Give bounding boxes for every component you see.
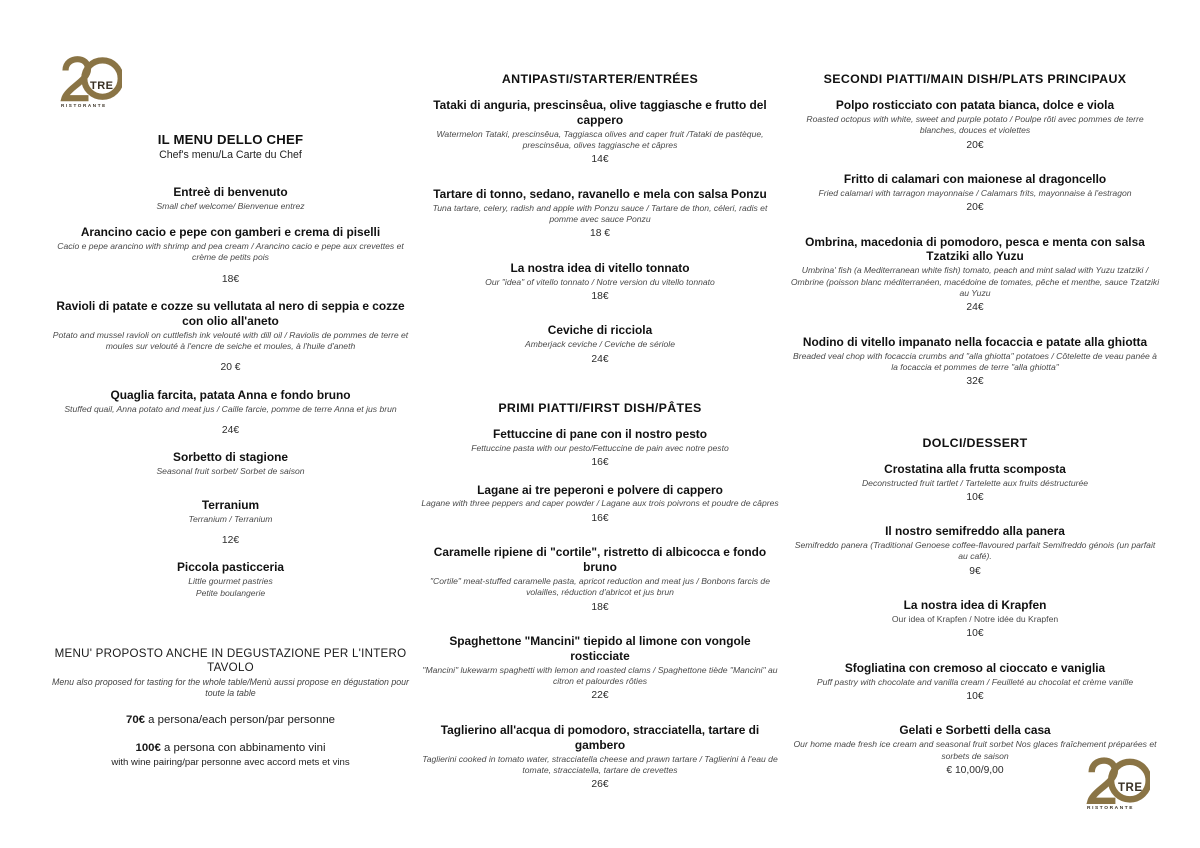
dish-description: Our idea of Krapfen / Notre idée du Krapfen	[891, 614, 1059, 625]
dish-description: Tuna tartare, celery, radish and apple with Ponzu sauce / Tartare de thon, céleri, radis et pomme avec sauce Ponzu	[432, 202, 768, 225]
chef-menu-title: IL MENU DELLO CHEF	[157, 132, 304, 147]
dish-price: 10€	[966, 690, 984, 702]
logo-tagline: RISTORANTE	[1087, 806, 1135, 811]
dish-price: € 10,00/9,00	[946, 764, 1004, 776]
tasting-wine-sublabel: with wine pairing/par personne avec accord mets et vins	[111, 756, 350, 768]
menu-item	[790, 98, 1160, 152]
dish-price: 16€	[591, 512, 609, 524]
dish-description: Fettuccine pasta with our pesto/Fettuccine de pain avec notre pesto	[471, 442, 729, 453]
dish-name: Tataki di anguria, prescinsêua, olive taggiasche e frutto del cappero	[433, 98, 767, 127]
dish-price: 16€	[591, 457, 609, 469]
menu-item	[48, 185, 413, 212]
dish-name: La nostra idea di Krapfen	[903, 598, 1047, 613]
dish-name: Piccola pasticceria	[176, 560, 285, 575]
dish-name: Ceviche di ricciola	[547, 323, 653, 338]
dish-name: Terranium	[201, 497, 260, 512]
menu-item	[420, 261, 780, 304]
menu-item	[420, 723, 780, 792]
dish-description: Our home made fresh ice cream and seasonal fruit sorbet Nos glaces fraîchement préparées et sorbets de saison	[793, 739, 1157, 761]
dish-name: Ombrina, macedonia di pomodoro, pesca e menta con salsa Tzatziki allo Yuzu	[805, 234, 1145, 264]
tasting-description: Menu also proposed for tasting for the whole table/Menù aussi propose en dégustation pour toute la table	[52, 676, 409, 699]
antipasti-primi-column	[420, 72, 780, 805]
menu-item	[48, 299, 413, 375]
dish-name: Spaghettone "Mancini" tiepido al limone con vongole rosticciate	[449, 633, 751, 663]
menu-item	[790, 235, 1160, 315]
dish-name: Polpo rosticciato con patata bianca, dolce e viola	[835, 98, 1115, 112]
menu-item	[420, 634, 780, 703]
dish-price: 26€	[591, 779, 609, 791]
tasting-headline: MENU' PROPOSTO ANCHE IN DEGUSTAZIONE PER L'INTERO TAVOLO	[54, 646, 407, 675]
dish-name: Ravioli di patate e cozze su vellutata al nero di seppia e cozze con olio all'aneto	[56, 299, 405, 328]
dish-price: 10€	[966, 491, 984, 503]
dish-price: 20 €	[220, 362, 241, 374]
dish-price: 10€	[966, 628, 984, 640]
logo-word-tre: TRE	[90, 80, 114, 92]
dish-name: Crostatina alla frutta scomposta	[884, 461, 1066, 476]
menu-item	[48, 450, 413, 477]
dish-description: Watermelon Tataki, prescinsêua, Taggiasca olives and caper fruit /Tataki de pastèque, prescinsêua, olives taggiasche et câpres	[436, 128, 764, 151]
menu-item	[48, 560, 413, 600]
dish-name: Lagane ai tre peperoni e polvere di cappero	[477, 482, 723, 497]
dish-price: 24€	[966, 302, 984, 314]
menu-item	[48, 498, 413, 548]
dish-name: Sorbetto di stagione	[173, 450, 288, 465]
dish-description: Stuffed quail, Anna potato and meat jus / Caille farcie, pomme de terre Anna et jus brun	[64, 403, 397, 414]
tasting-wine-amount: 100€	[135, 741, 161, 754]
menu-item	[790, 524, 1160, 578]
dish-name: Fettuccine di pane con il nostro pesto	[492, 426, 708, 441]
dish-name: Nodino di vitello impanato nella focaccia e patate alla ghiotta	[802, 334, 1148, 349]
dish-description: Potato and mussel ravioli on cuttlefish ink velouté with dill oil / Raviolis de pommes de terre et moules sur velouté à l'encre de seiche et moules, à l'huile d'aneth	[52, 329, 409, 352]
dish-name: Tartare di tonno, sedano, ravanello e mela con salsa Ponzu	[433, 186, 767, 201]
dish-price: 24€	[591, 353, 609, 365]
dish-description: Terranium / Terranium	[188, 513, 273, 524]
dish-price: 32€	[966, 376, 984, 388]
secondi-dolci-column	[790, 72, 1160, 790]
menu-item	[420, 98, 780, 167]
dish-price: 18 €	[589, 228, 611, 240]
dish-description: Little gourmet pastries	[188, 576, 273, 587]
menu-item	[420, 187, 780, 241]
dish-name: Arancino cacio e pepe con gamberi e crema di piselli	[80, 225, 381, 240]
dish-price: 20€	[966, 202, 984, 214]
dish-description-secondary: Petite boulangerie	[195, 588, 266, 599]
dish-name: Entreè di benvenuto	[173, 184, 288, 199]
section-heading-antipasti: ANTIPASTI/STARTER/ENTRÉES	[501, 72, 699, 86]
chef-menu-column	[48, 132, 413, 768]
menu-item	[420, 323, 780, 366]
dish-description: Amberjack ceviche / Ceviche de sériole	[525, 339, 675, 350]
dish-description: Lagane with three peppers and caper powder / Lagane aux trois poivrons et poudre de câpres	[421, 498, 779, 509]
dish-price: 14€	[591, 154, 609, 166]
menu-item	[790, 335, 1160, 389]
dish-description: Breaded veal chop with focaccia crumbs and "alla ghiotta" potatoes / Côtelette de veau panée à la focaccia et pommes de terre "alla ghiotta"	[793, 350, 1157, 372]
dish-name: La nostra idea di vitello tonnato	[510, 260, 690, 275]
brand-logo-top-left	[60, 56, 122, 109]
dish-description: Puff pastry with chocolate and vanilla cream / Feuilleté au chocolat et crème vanille	[816, 676, 1134, 687]
dish-description: Our "idea" of vitello tonnato / Notre version du vitello tonnato	[485, 276, 715, 287]
dish-price: 18€	[591, 601, 609, 613]
dish-name: Gelati e Sorbetti della casa	[899, 723, 1051, 738]
dish-price: 20€	[966, 139, 984, 151]
tasting-wine-label: a persona con abbinamento vini	[160, 741, 326, 754]
dish-description: Taglierini cooked in tomato water, stracciatella cheese and prawn tartare / Taglierini à l'eau de tomate, stracciatella, tartare de crevettes	[422, 753, 778, 775]
dish-description: Roasted octopus with white, sweet and purple potato / Poulpe rôti avec pommes de terre blanches, douces et violettes	[806, 113, 1144, 136]
tasting-price-wine	[48, 741, 413, 756]
dish-name: Fritto di calamari con maionese al dragoncello	[843, 171, 1107, 186]
dish-description: Fried calamari with tarragon mayonnaise / Calamars frits, mayonnaise à l'estragon	[818, 187, 1132, 198]
menu-item	[790, 172, 1160, 215]
menu-item	[420, 483, 780, 526]
dish-name: Sfogliatina con cremoso al cioccato e vaniglia	[844, 660, 1106, 675]
menu-item	[420, 427, 780, 470]
dish-description: "Mancini" lukewarm spaghetti with lemon and roasted clams / Spaghettone tiède "Mancini" au citron et palourdes rôties	[422, 664, 778, 687]
dish-price: 22€	[591, 690, 609, 702]
menu-item	[420, 545, 780, 614]
tasting-price-standard	[48, 713, 413, 728]
section-heading-dolci: DOLCI/DESSERT	[922, 435, 1028, 450]
section-heading-secondi: SECONDI PIATTI/MAIN DISH/PLATS PRINCIPAUX	[823, 72, 1127, 86]
dish-price: 12€	[221, 534, 240, 546]
dish-name: Caramelle ripiene di "cortile", ristretto di albicocca e fondo bruno	[433, 545, 767, 574]
tasting-menu-block	[48, 647, 413, 768]
tasting-price-label: a persona/each person/par personne	[145, 713, 335, 726]
section-heading-primi: PRIMI PIATTI/FIRST DISH/PÂTES	[498, 400, 702, 415]
dish-description: Semifreddo panera (Traditional Genoese coffee-flavoured parfait Semifreddo génois (un parfait au café).	[794, 540, 1156, 562]
dish-price: 18€	[591, 290, 609, 302]
dish-description: Seasonal fruit sorbet/ Sorbet de saison	[156, 466, 305, 477]
menu-item	[790, 462, 1160, 505]
logo-mark-wrap	[60, 56, 122, 102]
dish-description: Small chef welcome/ Bienvenue entrez	[156, 200, 305, 211]
logo-word-tre: TRE	[1118, 782, 1143, 794]
dish-name: Taglierino all'acqua di pomodoro, stracciatella, tartare di gambero	[440, 722, 760, 752]
dish-description: "Cortile" meat-stuffed caramelle pasta, apricot reduction and meat jus / Bonbons farcis de volailles, réduction d'abricot et jus brun	[430, 575, 770, 598]
logo-20-mark	[60, 56, 122, 102]
dish-price: 18€	[221, 273, 240, 285]
menu-item	[48, 225, 413, 286]
dish-price: 24€	[221, 425, 240, 437]
dish-description: Umbrina' fish (a Mediterranean white fish) tomato, peach and mint salad with Yuzu tzatziki / Ombrine (poisson blanc méditerranéen, macédoine de tomates, pêche et menthe, sauce Tzatziki au Yuzu	[790, 265, 1160, 298]
menu-item	[790, 598, 1160, 641]
dish-price: 9€	[969, 565, 981, 577]
dish-description: Deconstructed fruit tartlet / Tartelette aux fruits déstructurée	[861, 477, 1089, 488]
chef-menu-subtitle: Chef's menu/La Carte du Chef	[159, 149, 302, 162]
logo-tagline: RISTORANTE	[61, 103, 107, 108]
menu-item	[48, 388, 413, 438]
dish-name: Quaglia farcita, patata Anna e fondo bruno	[110, 387, 351, 402]
dish-description: Cacio e pepe arancino with shrimp and pea cream / Arancino cacio e pepe aux crevettes et crème de petits pois	[57, 240, 404, 263]
menu-item	[790, 723, 1160, 777]
menu-item	[790, 661, 1160, 704]
tasting-price-amount: 70€	[126, 713, 146, 726]
dish-name: Il nostro semifreddo alla panera	[885, 524, 1065, 539]
